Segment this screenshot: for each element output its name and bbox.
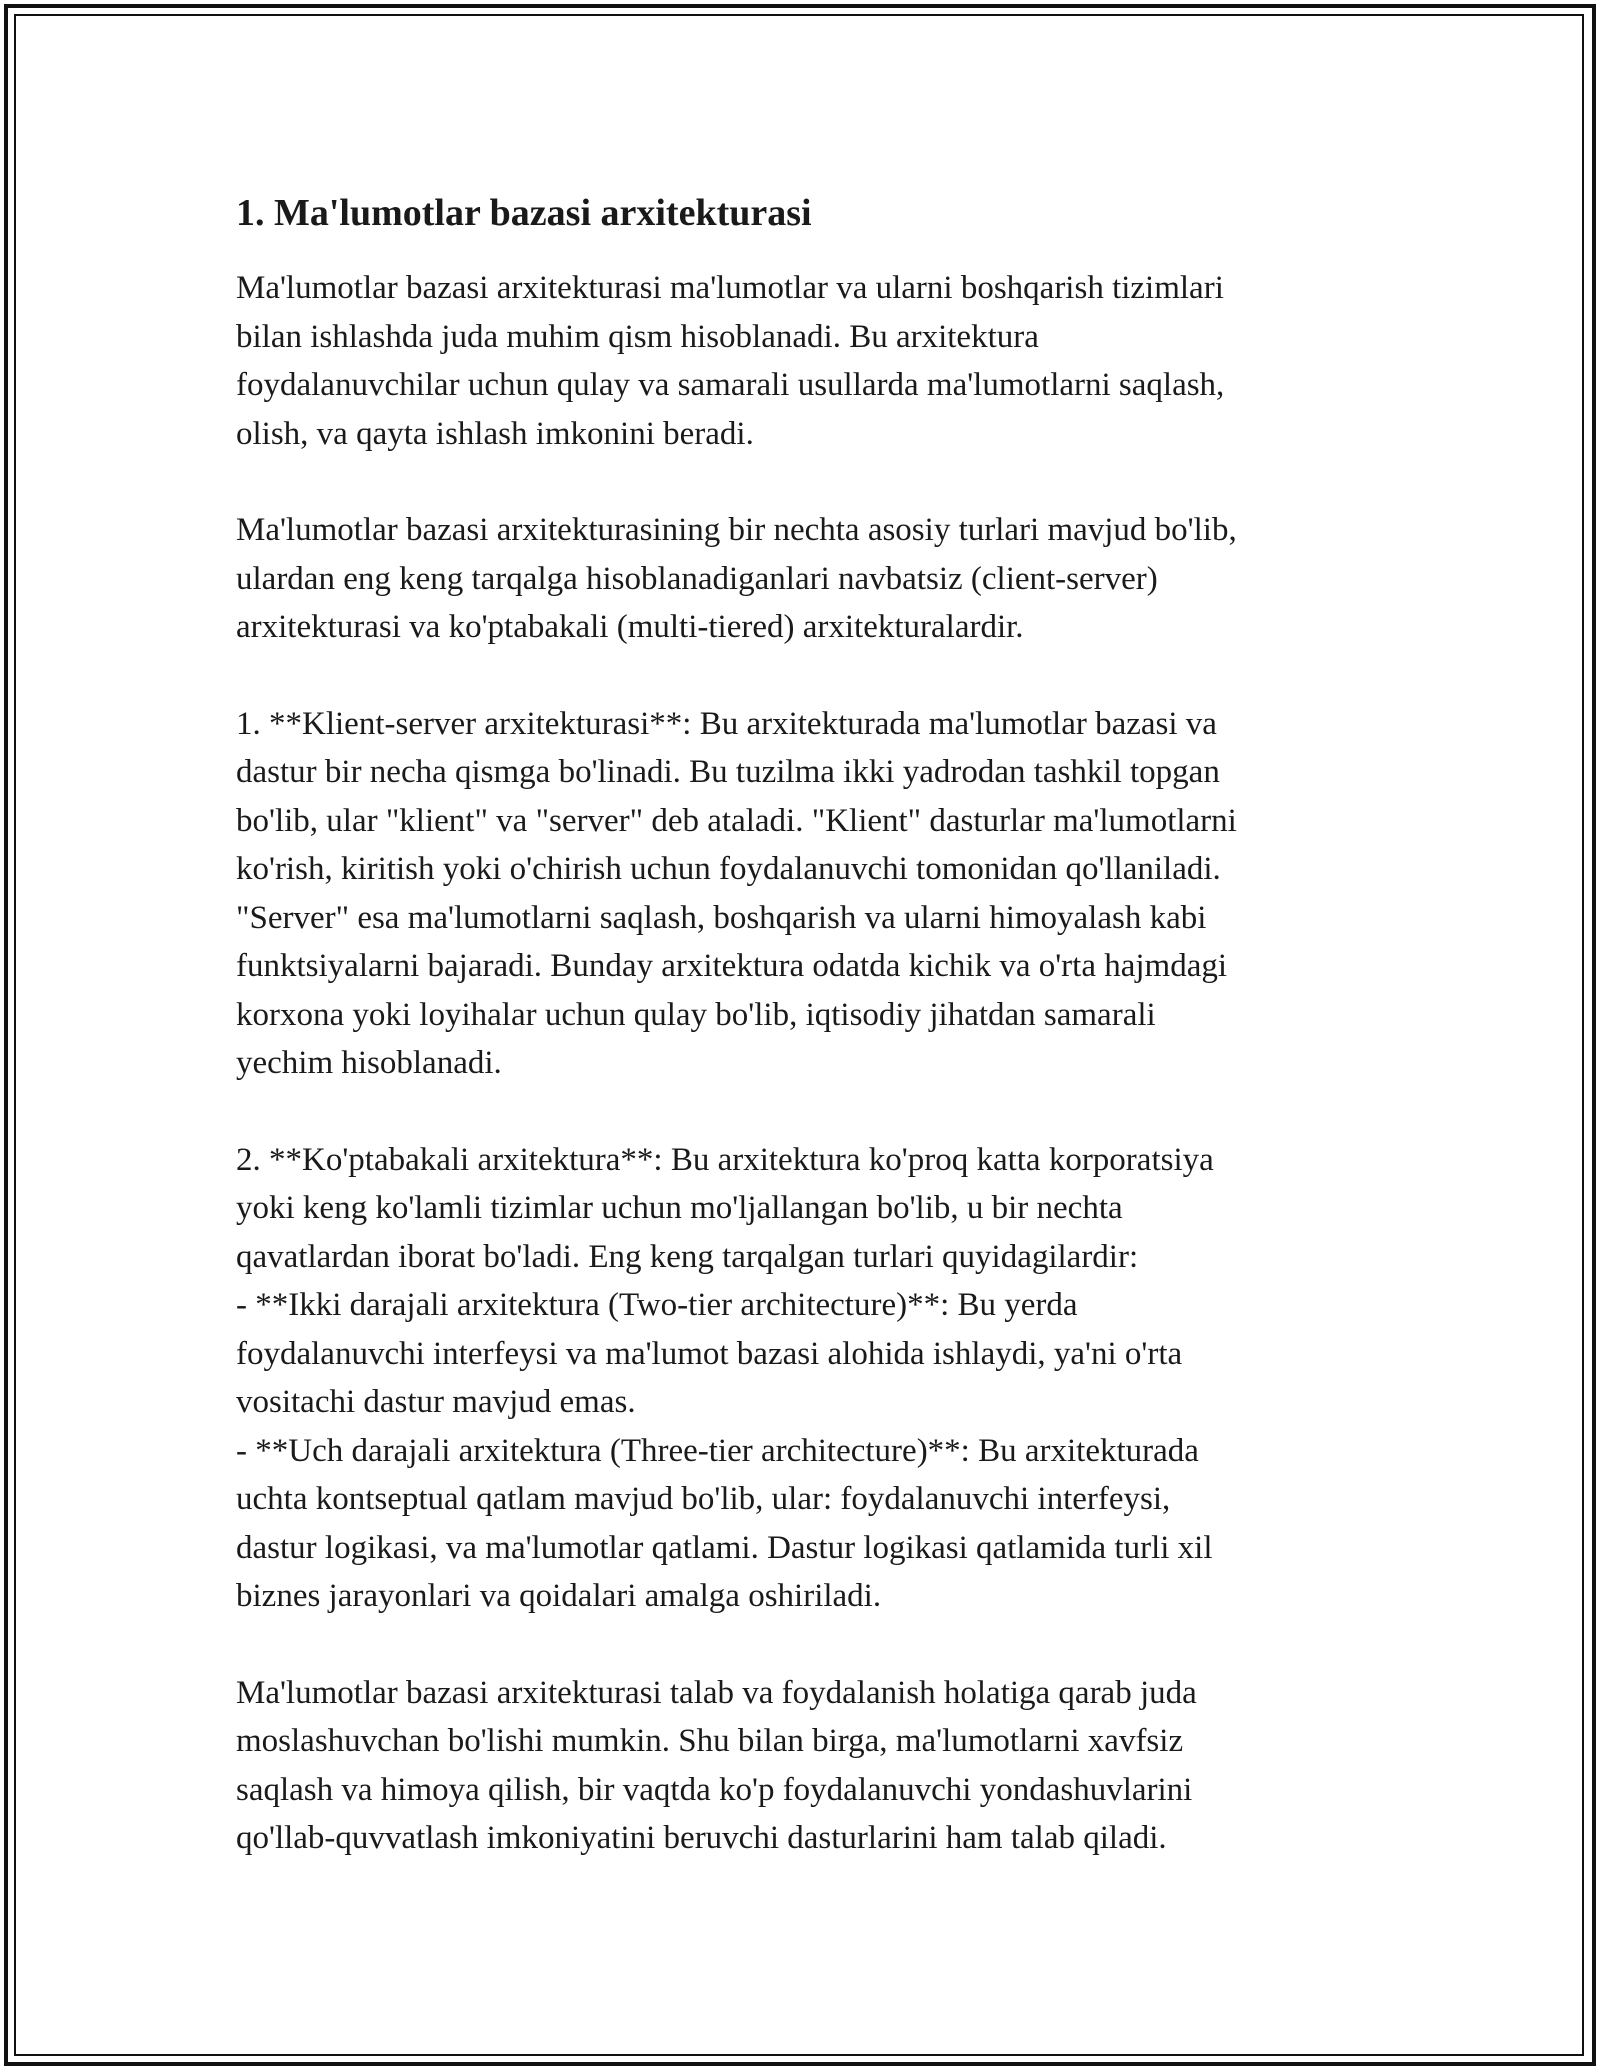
paragraph-client-server: 1. **Klient-server arxitekturasi**: Bu arxitekturada ma'lumotlar bazasi va dastur bir necha qismga bo'linadi. Bu tuzilma ikki yadrodan tashkil topgan bo'lib, ular "klient" va "server" deb ataladi. "Klient" dasturlar ma'lumotlarni ko'rish, kiritish yoki o'chirish uchun foydalanuvchi tomonidan qo'llaniladi. "Server" esa ma'lumotlarni saqlash, boshqarish va ularni himoyalash kabi funktsiyalarni bajaradi. Bunday arxitektura odatda kichik va o'rta hajmdagi korxona yoki loyihalar uchun qulay bo'lib, iqtisodiy jihatdan samarali yechim hisoblanadi.	[236, 705, 1237, 1081]
section-heading: 1. Ma'lumotlar bazasi arxitekturasi	[236, 192, 812, 234]
paragraph-multi-tier: 2. **Ko'ptabakali arxitektura**: Bu arxitektura ko'proq katta korporatsiya yoki keng ko'lamli tizimlar uchun mo'ljallangan bo'lib, u bir nechta qavatlardan iborat bo'ladi. Eng keng tarqalgan turlari quyidagilardir: - **Ikki darajali arxitektura (Two-tier architecture)**: Bu yerda foydalanuvchi interfeysi va ma'lumot bazasi alohida ishlaydi, ya'ni o'rta vositachi dastur mavjud emas. - **Uch darajali arxitektura (Three-tier architecture)**: Bu arxitekturada uchta kontseptual qatlam mavjud bo'lib, ular: foydalanuvchi interfeysi, dastur logikasi, va ma'lumotlar qatlami. Dastur logikasi qatlamida turli xil biznes jarayonlari va qoidalari amalga oshiriladi.	[236, 1141, 1214, 1614]
paragraph-intro: Ma'lumotlar bazasi arxitekturasi ma'lumotlar va ularni boshqarish tizimlari bilan ishlashda juda muhim qism hisoblanadi. Bu arxitektura foydalanuvchilar uchun qulay va samarali usullarda ma'lumotlarni saqlash, olish, va qayta ishlash imkonini beradi.	[236, 270, 1225, 452]
paragraph-types: Ma'lumotlar bazasi arxitekturasining bir nechta asosiy turlari mavjud bo'lib, ulardan eng keng tarqalga hisoblanadiganlari navbatsiz (client-server) arxitekturasi va ko'ptabakali (multi-tiered) arxitekturalardir.	[236, 512, 1237, 645]
document-body	[236, 188, 1366, 1911]
paragraph-conclusion: Ma'lumotlar bazasi arxitekturasi talab va foydalanish holatiga qarab juda moslashuvchan bo'lishi mumkin. Shu bilan birga, ma'lumotlarni xavfsiz saqlash va himoya qilish, bir vaqtda ko'p foydalanuvchi yondashuvlarini qo'llab-quvvatlash imkoniyatini beruvchi dasturlarini ham talab qiladi.	[236, 1674, 1197, 1856]
